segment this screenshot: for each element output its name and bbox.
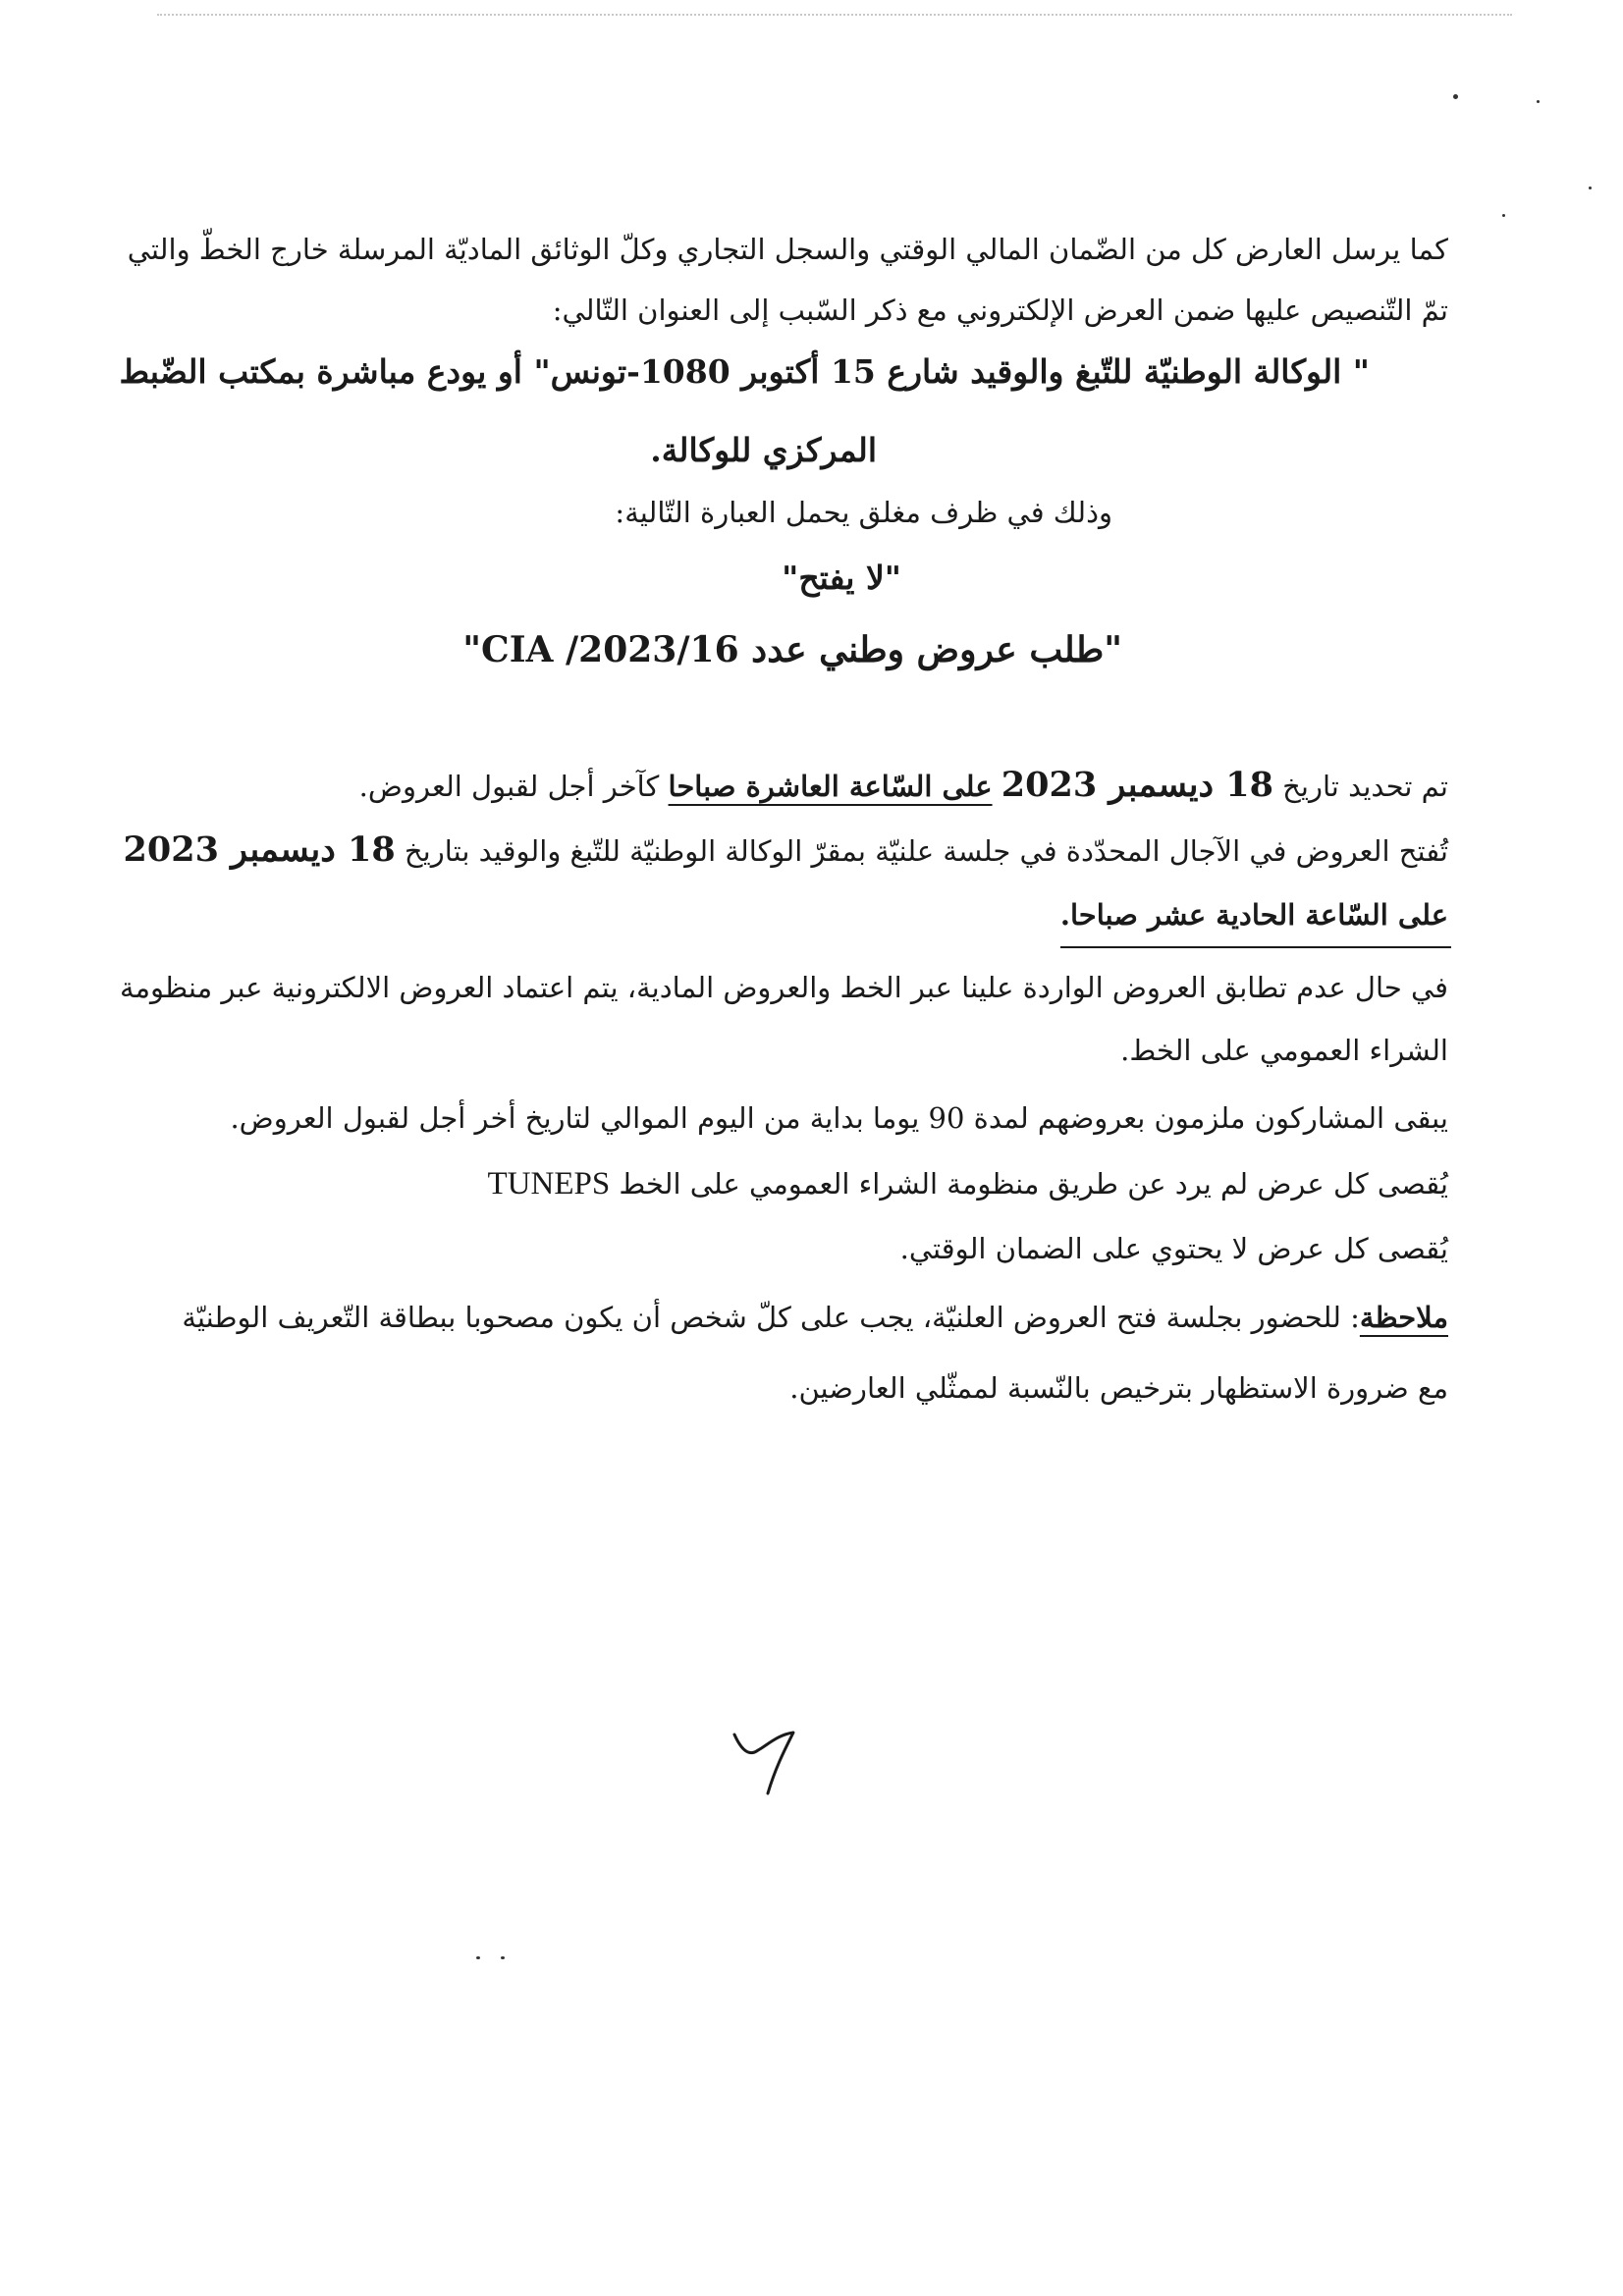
opening-line [123,829,1448,870]
deadline-space [993,770,1001,803]
mismatch-paragraph-line-1: في حال عدم تطابق العروض الواردة علينا عبر الخط والعروض المادية، يتم اعتماد العروض الالكترونية عبر منظومة [119,971,1448,1004]
tuneps-label: TUNEPS [487,1166,611,1201]
scan-speck [1589,187,1592,189]
mismatch-paragraph-line-2: الشراء العمومي على الخط. [1120,1034,1448,1067]
note-line-1 [182,1301,1448,1334]
validity-paragraph: يبقى المشاركون ملزمون بعروضهم لمدة 90 يوما بداية من اليوم الموالي لتاريخ أخر أجل لقبول العروض. [230,1101,1448,1135]
tuneps-exclusion-text: يُقصى كل عرض لم يرد عن طريق منظومة الشراء العمومي على الخط [610,1167,1448,1201]
text-line-2: تمّ التّنصيص عليها ضمن العرض الإلكتروني مع ذكر السّبب إلى العنوان التّالي: [552,294,1448,327]
scan-speck [501,1956,505,1959]
scan-speck [1453,94,1458,99]
deadline-text-e: كآخر أجل لقبول العروض. [358,770,669,803]
do-not-open-label: "لا يفتح" [782,559,901,597]
deadline-time: على السّاعة العاشرة صباحا [668,770,993,803]
deadline-date: 18 ديسمبر 2023 [1001,765,1273,805]
note-label: ملاحظة [1359,1301,1448,1334]
scan-speck [476,1956,480,1959]
tender-reference: "طلب عروض وطني عدد 16/CIA /2023" [462,629,1122,670]
address-line: " الوكالة الوطنيّة للتّبغ والوقيد شارع 15 أكتوبر 1080-تونس" أو يودع مباشرة بمكتب الضّبط [119,352,1370,391]
opening-date: 18 ديسمبر 2023 [123,829,396,870]
deadline-line [358,765,1448,805]
note-text-a: : للحضور بجلسة فتح العروض العلنيّة، يجب على كلّ شخص أن يكون مصحوبا ببطاقة التّعريف الوطنيّة [182,1301,1360,1334]
note-line-2: مع ضرورة الاستظهار بترخيص بالنّسبة لممثّلي العارضين. [789,1371,1448,1405]
address-line-end: المركزي للوكالة. [650,431,877,469]
scan-top-dots [157,14,1512,18]
scan-speck [1502,214,1505,217]
scan-speck [1537,100,1540,103]
opening-time-underline [1060,946,1451,948]
tuneps-exclusion [488,1168,1449,1201]
envelope-instruction: وذلك في ظرف مغلق يحمل العبارة التّالية: [615,496,1112,529]
deadline-text-a: تم تحديد تاريخ [1272,770,1448,803]
opening-time: على السّاعة الحادية عشر صباحا. [1059,898,1448,932]
opening-text-a: تُفتح العروض في الآجال المحدّدة في جلسة علنيّة بمقرّ الوكالة الوطنيّة للتّبغ والوقيد بتاريخ [395,834,1448,868]
handwritten-initial-signature [717,1713,815,1801]
text-line-1: كما يرسل العارض كل من الضّمان المالي الوقتي والسجل التجاري وكلّ الوثائق الماديّة المرسلة خارج الخطّ والتي [127,233,1448,266]
guarantee-exclusion: يُقصى كل عرض لا يحتوي على الضمان الوقتي. [899,1232,1448,1265]
